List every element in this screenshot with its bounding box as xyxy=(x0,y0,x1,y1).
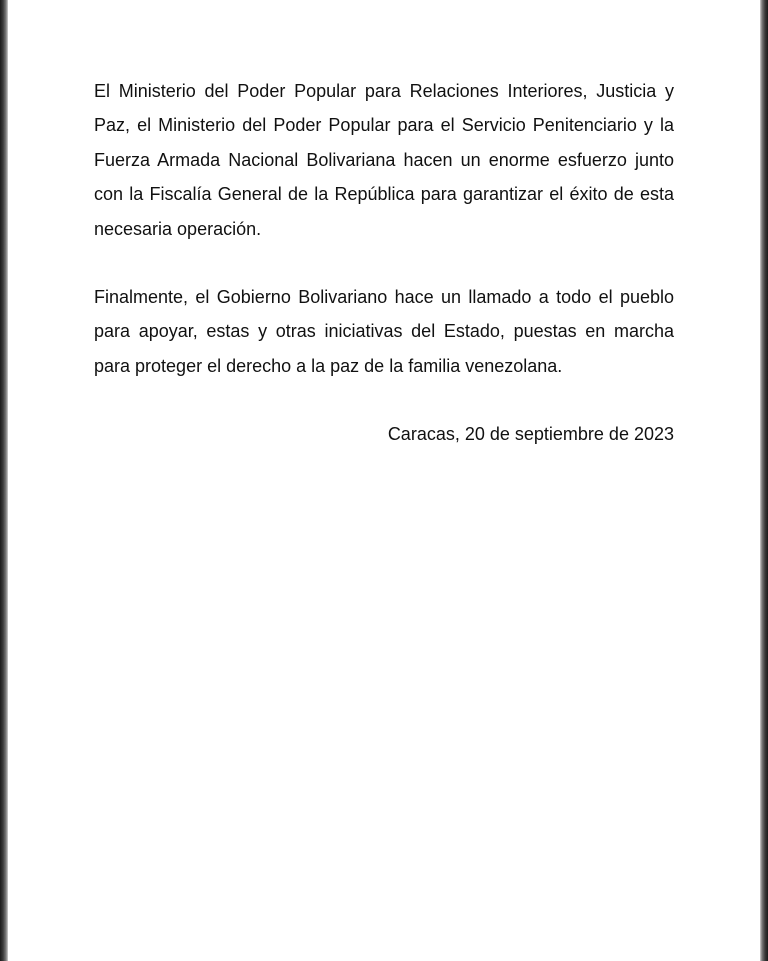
place-and-date: Caracas, 20 de septiembre de 2023 xyxy=(387,424,674,445)
paragraph-ministries: El Ministerio del Poder Popular para Relaciones Interiores, Justicia y Paz, el Ministerio del Poder Popular para el Servicio Penitenciario y la Fuerza Armada Nacional Bolivariana hacen un enorme esfuerzo junto con la Fiscalía General de la República para garantizar el éxito de esta necesaria operación. xyxy=(94,81,674,239)
left-border xyxy=(0,0,8,961)
document-page xyxy=(94,74,674,452)
right-border xyxy=(760,0,768,961)
paragraph-call-to-action: Finalmente, el Gobierno Bolivariano hace un llamado a todo el pueblo para apoyar, estas y otras iniciativas del Estado, puestas en marcha para proteger el derecho a la paz de la familia venezolana. xyxy=(94,287,674,376)
